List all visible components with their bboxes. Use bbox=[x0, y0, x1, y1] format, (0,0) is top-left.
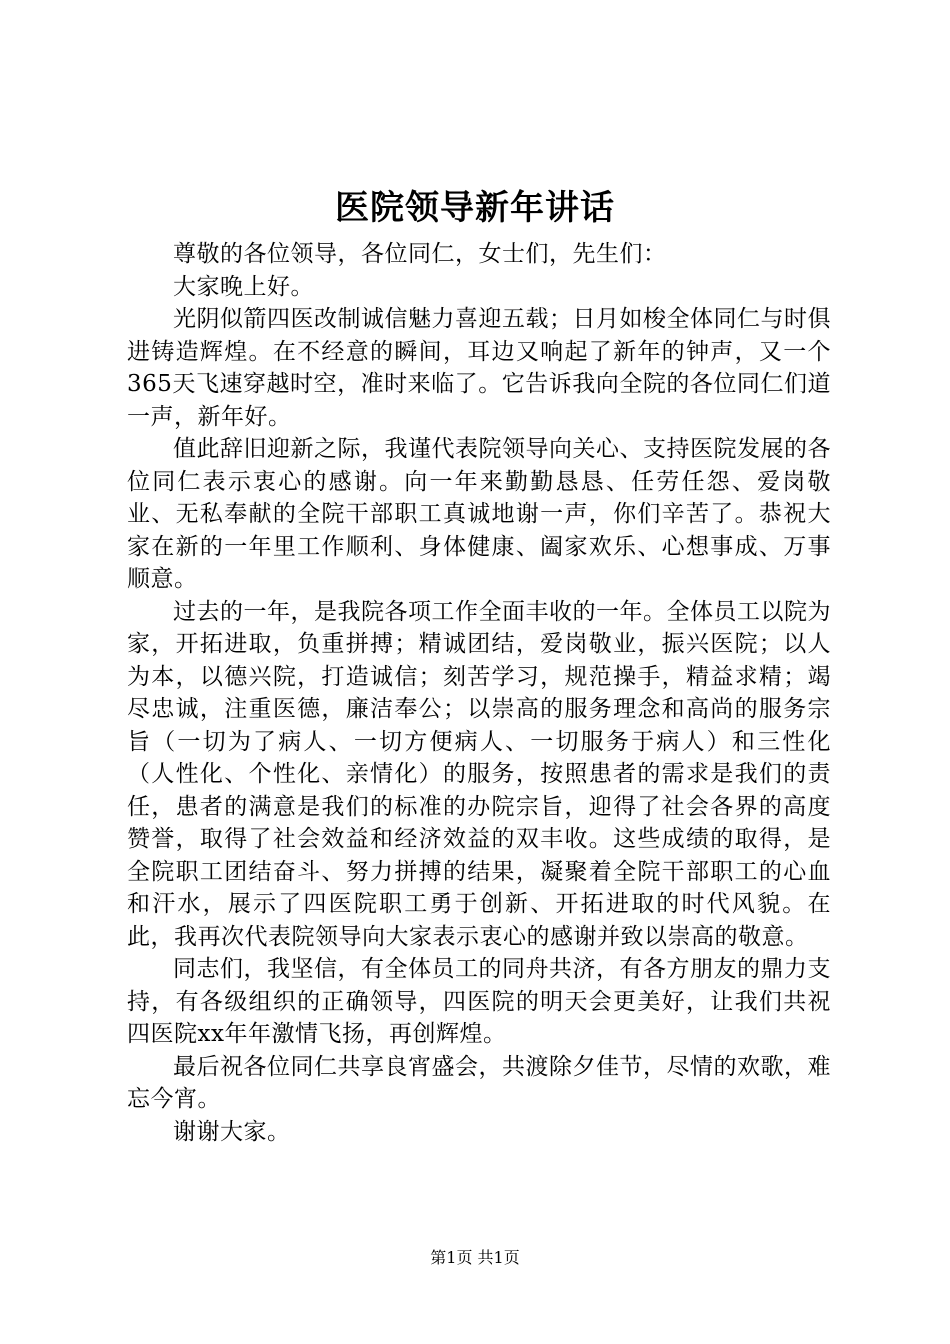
paragraph-achievements: 过去的一年，是我院各项工作全面丰收的一年。全体员工以院为家，开拓进取，负重拼搏；精诚团结，爱岗敬业，振兴医院；以人为本，以德兴院，打造诚信；刻苦学习，规范操手，精益求精；竭尽忠诚，注重医德，廉洁奉公；以崇高的服务理念和高尚的服务宗旨（一切为了病人、一切方便病人、一切服务于病人）和三性化（人性化、个性化、亲情化）的服务，按照患者的需求是我们的责任，患者的满意是我们的标准的办院宗旨，迎得了社会各界的高度赞誉，取得了社会效益和经济效益的双丰收。这些成绩的取得，是全院职工团结奋斗、努力拼搏的结果，凝聚着全院干部职工的心血和汗水，展示了四医院职工勇于创新、开拓进取的时代风貌。在此，我再次代表院领导向大家表示衷心的感谢并致以崇高的敬意。 bbox=[127, 598, 831, 950]
document-body bbox=[127, 238, 831, 1148]
paragraph-greeting: 大家晚上好。 bbox=[173, 273, 314, 300]
document-title: 医院领导新年讲话 bbox=[335, 188, 615, 228]
page-footer: 第1页 共1页 bbox=[430, 1248, 520, 1267]
paragraph-new-year: 光阴似箭四医改制诚信魅力喜迎五载；日月如梭全体同仁与时俱进铸造辉煌。在不经意的瞬间，耳边又响起了新年的钟声，又一个365天飞速穿越时空，准时来临了。它告诉我向全院的各位同仁们道一声，新年好。 bbox=[127, 306, 831, 430]
paragraph-wishes: 最后祝各位同仁共享良宵盛会，共渡除夕佳节，尽情的欢歌，难忘今宵。 bbox=[127, 1053, 831, 1112]
paragraph-salutation: 尊敬的各位领导，各位同仁，女士们，先生们： bbox=[173, 241, 667, 267]
paragraph-thanks: 值此辞旧迎新之际，我谨代表院领导向关心、支持医院发展的各位同仁表示衷心的感谢。向一年来勤勤恳恳、任劳任怨、爱岗敬业、无私奉献的全院干部职工真诚地谢一声，你们辛苦了。恭祝大家在新的一年里工作顺利、身体健康、阖家欢乐、心想事成、万事顺意。 bbox=[127, 436, 831, 592]
paragraph-closing: 谢谢大家。 bbox=[173, 1118, 291, 1145]
paragraph-outlook: 同志们，我坚信，有全体员工的同舟共济，有各方朋友的鼎力支持，有各级组织的正确领导，四医院的明天会更美好，让我们共祝四医院xx年年激情飞扬，再创辉煌。 bbox=[127, 956, 831, 1047]
